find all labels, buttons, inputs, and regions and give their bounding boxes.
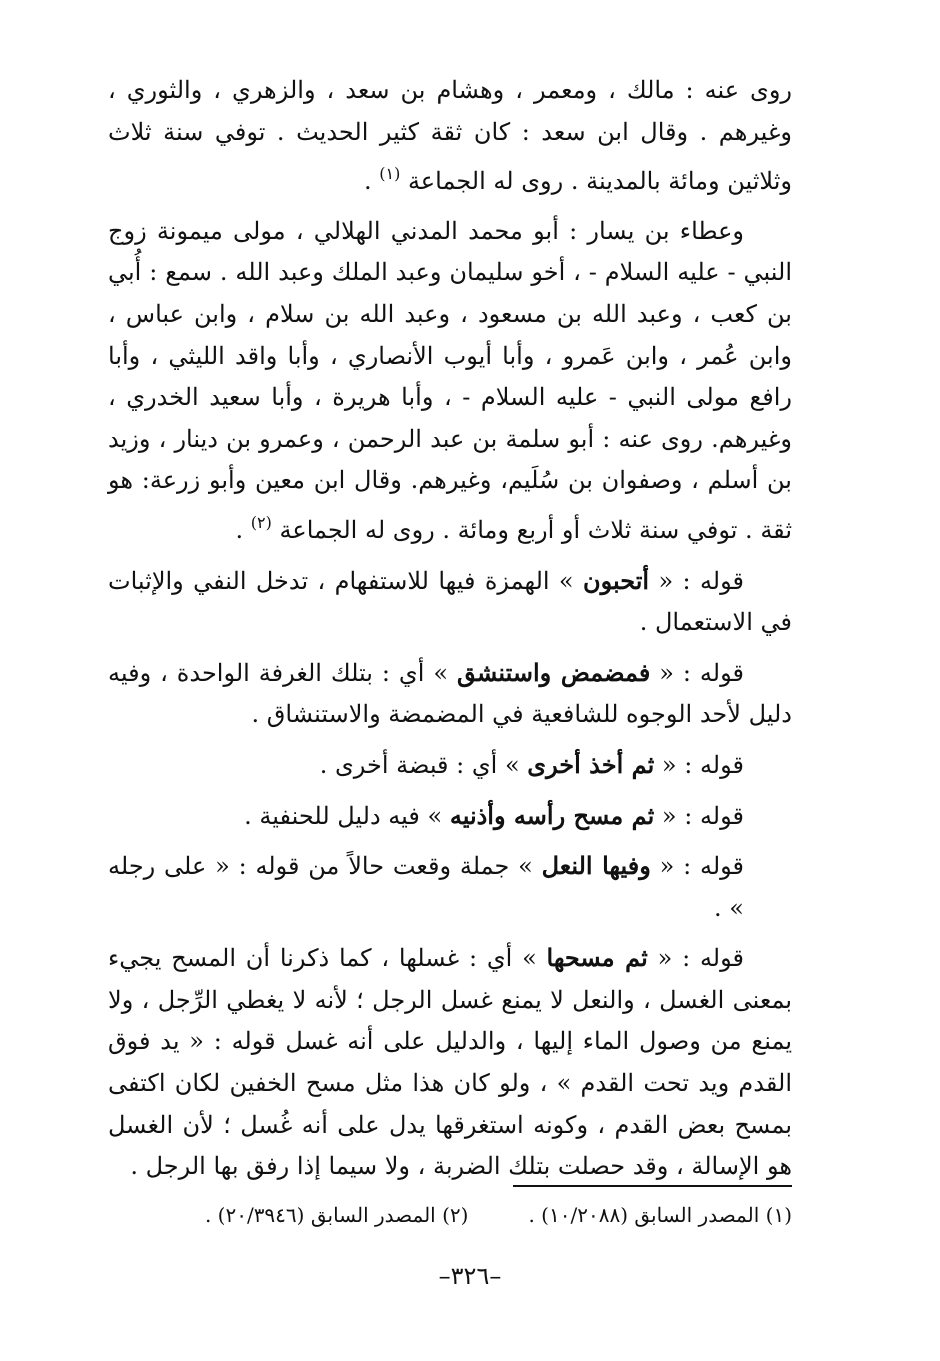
footnote-ref-2[interactable]: (٢) [250, 512, 272, 532]
paragraph-ata-narrators: روى عنه : مالك ، ومعمر ، وهشام بن سعد ، والزهري ، والثوري ، وغيرهم . وقال ابن سعد : كان ثقة كثير الحديث . توفي سنة ثلاث وثلاثين ومائة بالمدينة . روى له الجماعة $^{(١)}$ . [108, 76, 792, 196]
paragraph-masahaha: قوله : « ثم مسحها » أي : غسلها ، كما ذكرنا أن المسح يجيء بمعنى الغسل ، والنعل لا يمنع غسل الرجل ؛ لأنه لا يغطي الرِّجل ، ولا يمنع من وصول الماء إليها ، والدليل على أنه غسل قوله : « يد فوق القدم ويد تحت القدم » ، ولو كان هذا مثل مسح الخفين لكان اكتفى بمسح بعض القدم ، وكونه استغرقها يدل على أنه غُسل ؛ لأن الغسل هو الإسالة ، وقد حصلت بتلك الضربة ، ولا سيما إذا رفق بها الرجل . [108, 943, 792, 1181]
paragraph-wa-fiha-al-naal: قوله : « وفيها النعل » جملة وقعت حالاً من قوله : « على رجله » . [108, 851, 745, 922]
quoted-phrase: ثم مسح رأسه وأذنيه [449, 800, 655, 830]
quoted-phrase: فمضمض واستنشق [456, 657, 651, 687]
footnotes [108, 1198, 792, 1232]
footnote-1: (١) المصدر السابق (١٠/٢٠٨٨) . [528, 1203, 792, 1227]
paragraph-atuhibbun: قوله : « أتحبون » الهمزة فيها للاستفهام ، تدخل النفي والإثبات في الاستعمال . [108, 565, 792, 637]
quoted-phrase: ثم أخذ أخرى [527, 749, 655, 779]
quoted-phrase: ثم مسحها [546, 943, 648, 973]
page-number: –٣٢٦– [438, 1262, 502, 1290]
footnote-divider [513, 1185, 792, 1187]
paragraph-akhadha-ukhra: قوله : « ثم أخذ أخرى » أي : قبضة أخرى . [319, 749, 744, 779]
main-text [108, 70, 792, 1188]
paragraph-madmada: قوله : « فمضمض واستنشق » أي : بتلك الغرفة الواحدة ، وفيه دليل لأحد الوجوه للشافعية في المضمضة والاستنشاق . [108, 657, 792, 729]
footnote-ref-1[interactable]: (١) [379, 164, 401, 184]
paragraph-ata-bin-yasar: وعطاء بن يسار : أبو محمد المدني الهلالي ، مولى ميمونة زوج النبي - عليه السلام - ، أخو سليمان وعبد الملك وعبد الله . سمع : أُبي بن كعب ، وعبد الله بن مسعود ، وعبد الله بن سلام ، وابن عباس ، وابن عُمر ، وابن عَمرو ، وأبا أيوب الأنصاري ، وأبا واقد الليثي ، وأبا رافع مولى النبي - عليه السلام - ، وأبا هريرة ، وأبا سعيد الخدري ، وغيرهم. روى عنه : أبو سلمة بن عبد الرحمن ، وعمرو بن دينار ، وزيد بن أسلم ، وصفوان بن سُلَيم، وغيرهم. وقال ابن معين وأبو زرعة: هو ثقة . توفي سنة ثلاث أو أربع ومائة . روى له الجماعة $^{(٢)}$ . [108, 216, 792, 544]
paragraph-masaha-rasahu: قوله : « ثم مسح رأسه وأذنيه » فيه دليل للحنفية . [244, 800, 744, 830]
quoted-phrase: أتحبون [582, 565, 650, 595]
footnote-2: (٢) المصدر السابق (٢٠/٣٩٤٦) . [204, 1203, 469, 1227]
quoted-phrase: وفيها النعل [541, 851, 651, 881]
